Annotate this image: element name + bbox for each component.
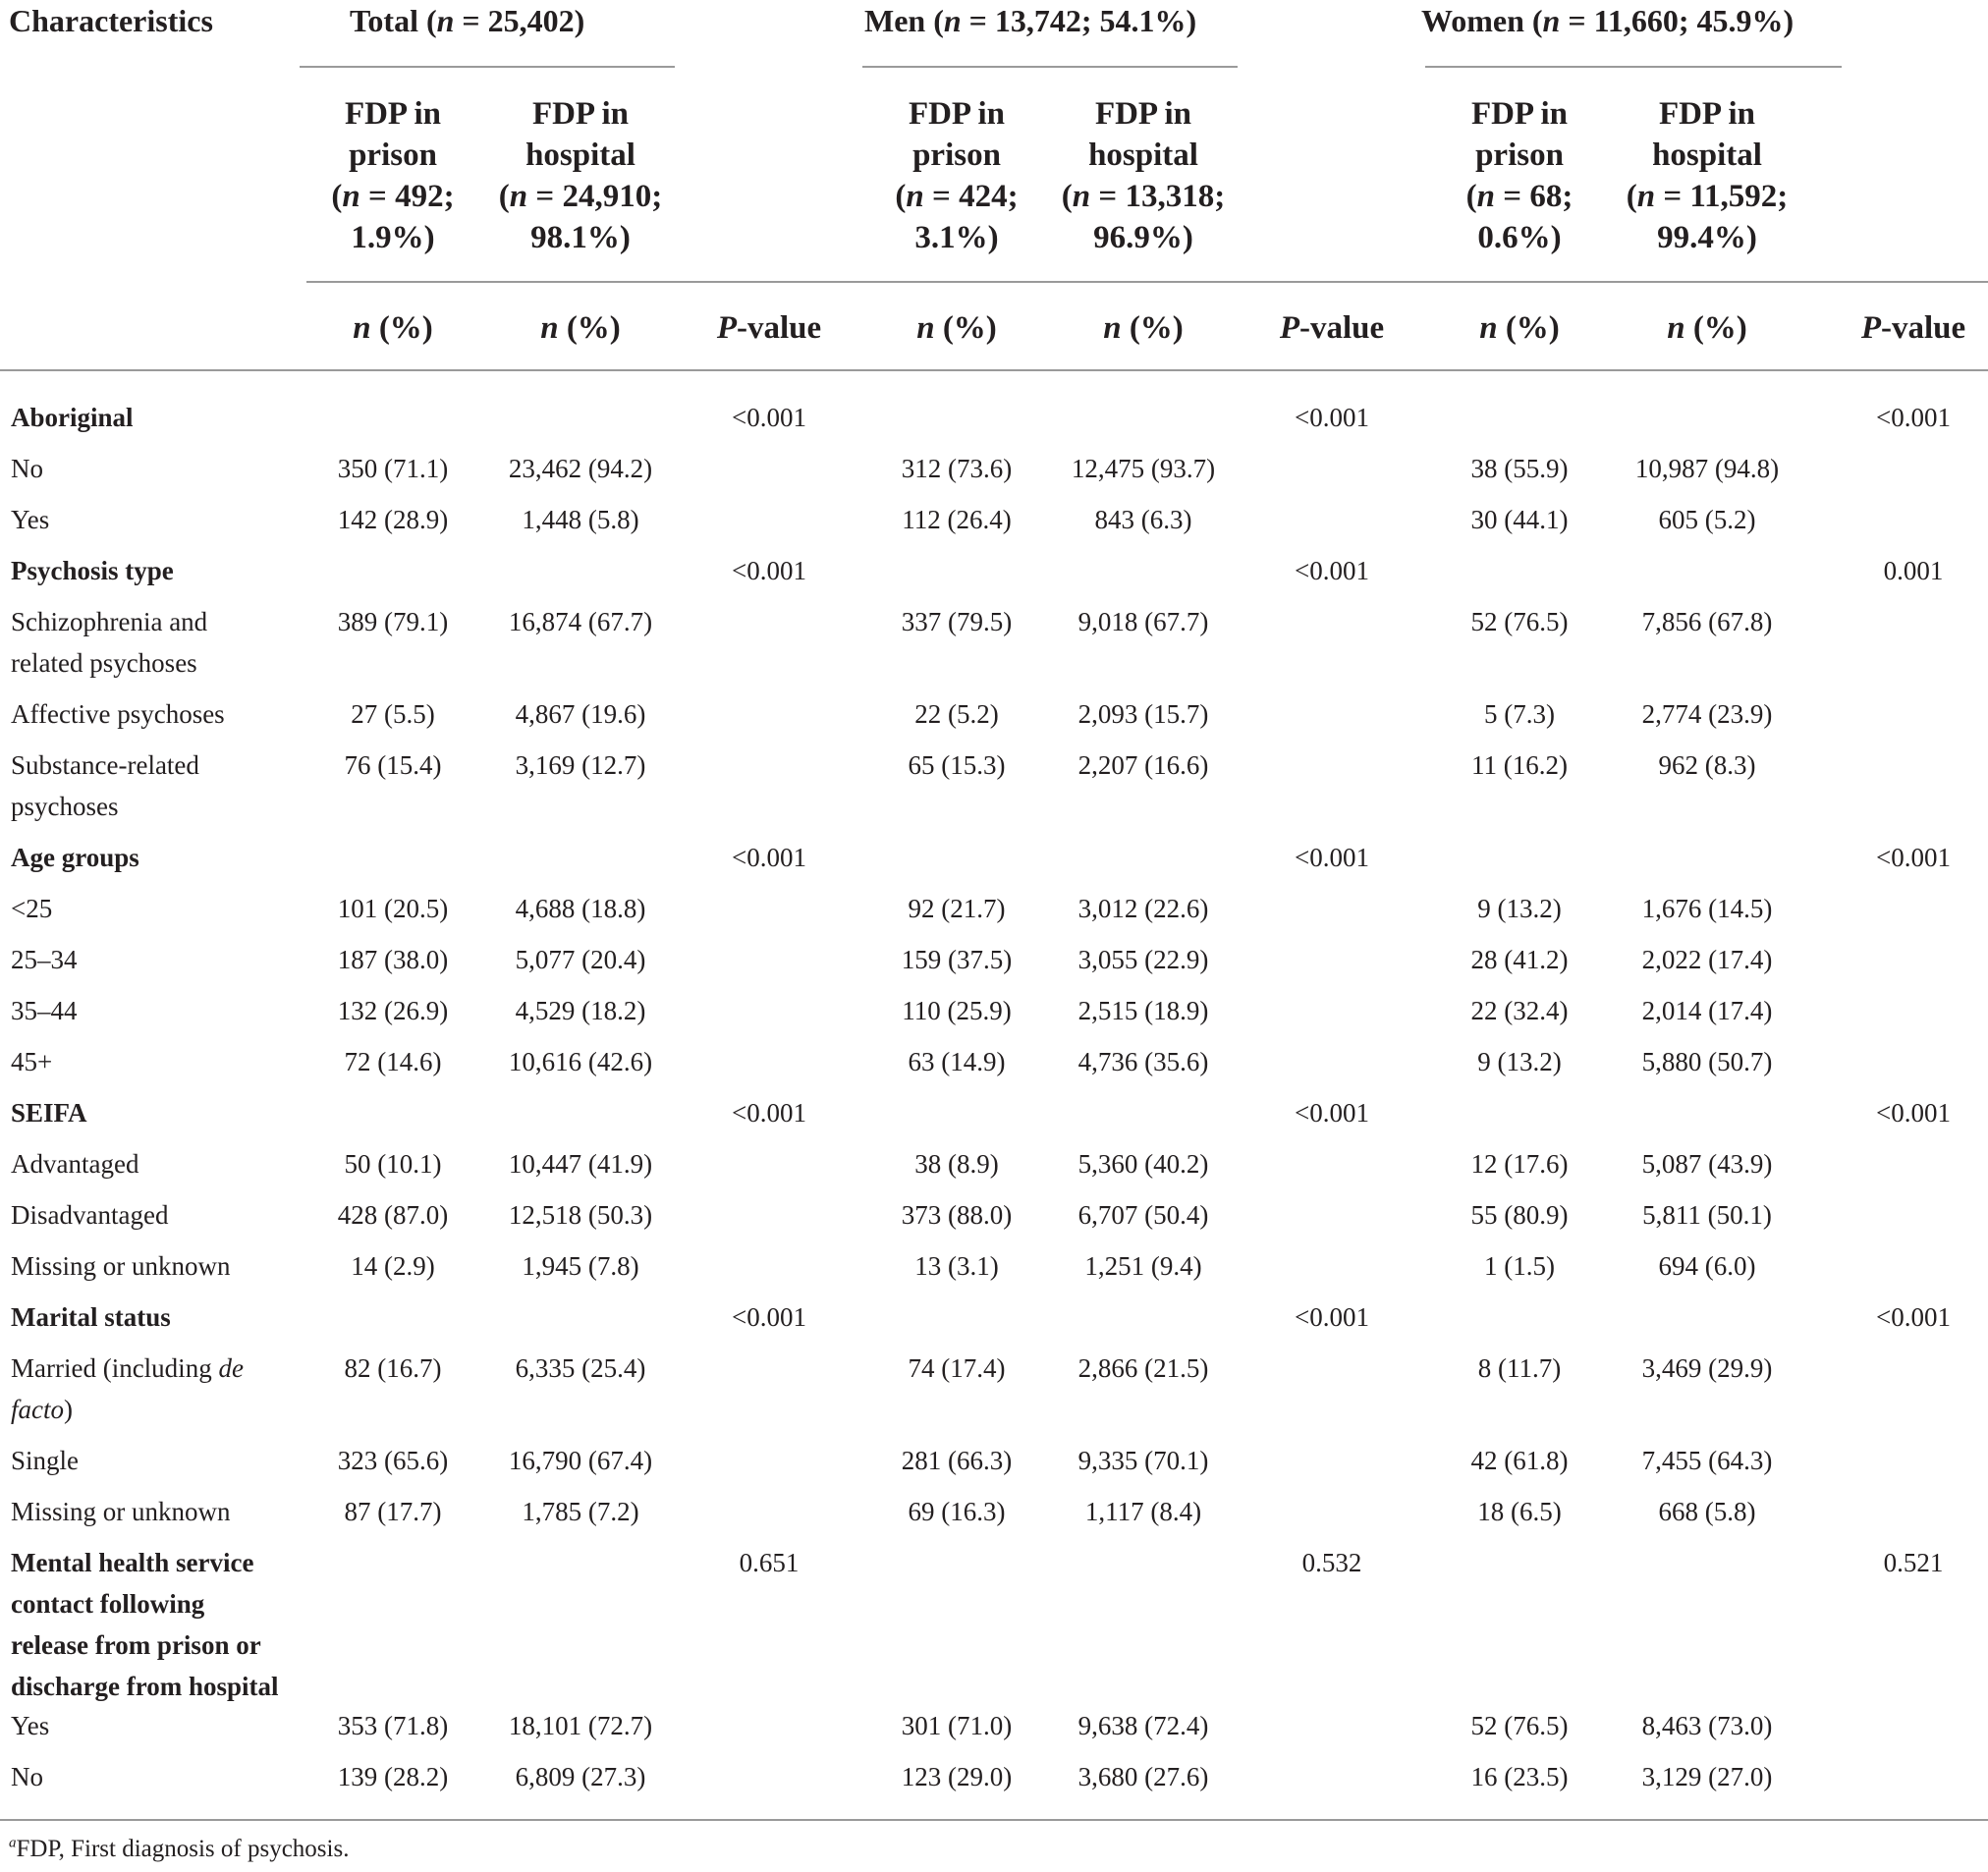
- text: 1.9%): [351, 220, 435, 255]
- p-value-cell: <0.001: [732, 1302, 806, 1332]
- table-cell: 8,463 (73.0): [1641, 1711, 1773, 1740]
- table-cell: 5,360 (40.2): [1077, 1149, 1209, 1179]
- row-label: [11, 448, 43, 489]
- table-cell: 5 (7.3): [1484, 699, 1555, 729]
- group-rule-men: [862, 66, 1238, 68]
- table-cell: 63 (14.9): [908, 1047, 1006, 1076]
- table-cell: 13 (3.1): [914, 1251, 999, 1281]
- p-value-cell: 0.651: [739, 1548, 800, 1577]
- text: n: [353, 310, 371, 346]
- text: ): [64, 1395, 73, 1424]
- unit-header-npct-0: [285, 307, 501, 349]
- subcol-header-4: FDP in prison (n = 68; 0.6%): [1465, 96, 1574, 255]
- table-cell: 74 (17.4): [908, 1353, 1006, 1383]
- table-cell: 1,945 (7.8): [522, 1251, 639, 1281]
- table-cell: 187 (38.0): [337, 945, 449, 974]
- p-value-cell: 0.532: [1301, 1548, 1362, 1577]
- p-value-cell: <0.001: [732, 843, 806, 872]
- text: FDP in: [1094, 96, 1192, 132]
- text: discharge from hospital: [11, 1672, 279, 1701]
- table-cell: 2,093 (15.7): [1077, 699, 1209, 729]
- table-cell: 323 (65.6): [337, 1446, 449, 1475]
- p-value-cell: <0.001: [1295, 556, 1369, 585]
- text: No: [11, 454, 43, 483]
- text: = 13,318;: [1098, 179, 1226, 214]
- table-cell: 428 (87.0): [337, 1200, 449, 1230]
- table-cell: 2,515 (18.9): [1077, 996, 1209, 1025]
- text: n: [342, 179, 360, 214]
- table-cell: 52 (76.5): [1470, 607, 1569, 636]
- table-cell: 11 (16.2): [1471, 750, 1568, 780]
- text: contact following: [11, 1589, 205, 1619]
- p-value-cell: <0.001: [1295, 403, 1369, 432]
- table-cell: 4,867 (19.6): [515, 699, 646, 729]
- table-cell: 4,688 (18.8): [515, 894, 646, 923]
- section-heading: [11, 550, 174, 591]
- table-cell: 6,809 (27.3): [515, 1762, 646, 1791]
- table-cell: 82 (16.7): [344, 1353, 442, 1383]
- table-cell: 5,880 (50.7): [1641, 1047, 1773, 1076]
- p-value-cell: <0.001: [732, 403, 806, 432]
- text: n: [1479, 310, 1498, 346]
- text: FDP in: [531, 96, 630, 132]
- row-label: [11, 499, 49, 540]
- subheader-rule: [306, 281, 1988, 283]
- text: Aboriginal: [11, 403, 134, 432]
- text: <25: [11, 894, 53, 923]
- table-cell: 12,518 (50.3): [508, 1200, 653, 1230]
- table-cell: 3,169 (12.7): [515, 750, 646, 780]
- table-cell: 16,874 (67.7): [508, 607, 653, 636]
- table-cell: 1,117 (8.4): [1084, 1497, 1202, 1526]
- text: Yes: [11, 1711, 50, 1740]
- table-cell: 2,014 (17.4): [1641, 996, 1773, 1025]
- table-cell: 87 (17.7): [344, 1497, 442, 1526]
- table-cell: 962 (8.3): [1658, 750, 1756, 780]
- table-cell: 72 (14.6): [344, 1047, 442, 1076]
- text: n: [1476, 179, 1496, 214]
- text: -value: [737, 310, 822, 346]
- table-cell: 132 (26.9): [337, 996, 449, 1025]
- table-cell: 10,616 (42.6): [508, 1047, 653, 1076]
- table-cell: 9,335 (70.1): [1077, 1446, 1209, 1475]
- text: prison: [349, 138, 437, 173]
- text: (%): [1505, 310, 1560, 346]
- row-label: [11, 939, 78, 980]
- unit-header-npct-4: [1411, 307, 1628, 349]
- p-value-cell: <0.001: [1876, 1302, 1951, 1332]
- text: (%): [1129, 310, 1184, 346]
- table-cell: 694 (6.0): [1658, 1251, 1756, 1281]
- table-cell: 92 (21.7): [908, 894, 1006, 923]
- group-rule-total: [300, 66, 675, 68]
- table-cell: 281 (66.3): [901, 1446, 1013, 1475]
- table-cell: 3,680 (27.6): [1077, 1762, 1209, 1791]
- table-cell: 5,087 (43.9): [1641, 1149, 1773, 1179]
- subcol-header-3: FDP in hospital (n = 13,318; 96.9%): [1061, 96, 1226, 255]
- subcol-header-1: FDP in hospital (n = 24,910; 98.1%): [498, 96, 663, 255]
- table-cell: 3,012 (22.6): [1077, 894, 1209, 923]
- table-cell: 312 (73.6): [901, 454, 1013, 483]
- text: 96.9%): [1093, 220, 1193, 255]
- text: = 11,592;: [1663, 179, 1789, 214]
- table-cell: 101 (20.5): [337, 894, 449, 923]
- p-value-cell: <0.001: [1876, 843, 1951, 872]
- text: n: [906, 179, 924, 214]
- table-cell: 76 (15.4): [344, 750, 442, 780]
- text: Marital status: [11, 1302, 171, 1332]
- text: Affective psychoses: [11, 699, 225, 729]
- table-cell: 139 (28.2): [337, 1762, 449, 1791]
- table-cell: 337 (79.5): [901, 607, 1013, 636]
- row-label: [11, 1245, 231, 1287]
- text: prison: [1475, 138, 1564, 173]
- text: Yes: [11, 505, 50, 534]
- unit-header-npct-5: [1599, 307, 1815, 349]
- text: 98.1%): [530, 220, 631, 255]
- text: (%): [942, 310, 997, 346]
- row-label: [11, 744, 199, 827]
- table-cell: 10,447 (41.9): [508, 1149, 653, 1179]
- text: (%): [1692, 310, 1747, 346]
- p-value-cell: <0.001: [1295, 843, 1369, 872]
- text: facto: [11, 1395, 64, 1424]
- text: Single: [11, 1446, 80, 1475]
- text: Disadvantaged: [11, 1200, 169, 1230]
- p-value-cell: <0.001: [1876, 1098, 1951, 1128]
- text: n: [540, 310, 559, 346]
- table-cell: 28 (41.2): [1470, 945, 1569, 974]
- table-cell: 350 (71.1): [337, 454, 449, 483]
- table-cell: 142 (28.9): [337, 505, 449, 534]
- table-cell: 4,736 (35.6): [1077, 1047, 1209, 1076]
- text: FDP in: [1470, 96, 1569, 132]
- table-bottom-rule: [0, 1819, 1988, 1821]
- row-label: [11, 1756, 43, 1797]
- text: Substance-related: [11, 750, 199, 780]
- table-cell: 69 (16.3): [908, 1497, 1006, 1526]
- table-cell: 38 (55.9): [1470, 454, 1569, 483]
- subcol-header-0: FDP in prison (n = 492; 1.9%): [331, 96, 455, 255]
- p-value-cell: <0.001: [732, 1098, 806, 1128]
- subcol-header-5: FDP in hospital (n = 11,592; 99.4%): [1626, 96, 1789, 255]
- text: release from prison or: [11, 1630, 261, 1660]
- table-cell: 10,987 (94.8): [1634, 454, 1780, 483]
- text: n: [1103, 310, 1122, 346]
- table-cell: 6,707 (50.4): [1077, 1200, 1209, 1230]
- row-label: [11, 1194, 168, 1236]
- text: -value: [1881, 310, 1966, 346]
- text: = 24,910;: [535, 179, 663, 214]
- section-heading: [11, 1542, 279, 1707]
- table-cell: 9,638 (72.4): [1077, 1711, 1209, 1740]
- header-group-total: Total (n = 25,402): [350, 3, 585, 38]
- text: = 424;: [932, 179, 1019, 214]
- table-cell: 23,462 (94.2): [508, 454, 653, 483]
- text: No: [11, 1762, 43, 1791]
- p-value-cell: <0.001: [732, 556, 806, 585]
- table-cell: 50 (10.1): [344, 1149, 442, 1179]
- text: FDP in: [344, 96, 442, 132]
- unit-header-pvalue-1: [1224, 307, 1440, 349]
- text: = 492;: [368, 179, 455, 214]
- table-cell: 9 (13.2): [1477, 894, 1562, 923]
- text: Age groups: [11, 843, 139, 872]
- table-cell: 22 (32.4): [1470, 996, 1569, 1025]
- text: n: [1072, 179, 1091, 214]
- text: de: [218, 1353, 244, 1383]
- text: (%): [566, 310, 621, 346]
- text: Mental health service: [11, 1548, 254, 1577]
- table-cell: 1 (1.5): [1484, 1251, 1555, 1281]
- table-cell: 27 (5.5): [351, 699, 435, 729]
- table-cell: 12 (17.6): [1470, 1149, 1569, 1179]
- row-label: [11, 601, 207, 684]
- row-label: [11, 1440, 79, 1481]
- header-bottom-rule: [0, 369, 1988, 371]
- table-cell: 1,448 (5.8): [522, 505, 639, 534]
- header-group-men: Men (n = 13,742; 54.1%): [864, 3, 1197, 38]
- text: related psychoses: [11, 648, 197, 678]
- table-cell: 2,207 (16.6): [1077, 750, 1209, 780]
- text: 3.1%): [914, 220, 999, 255]
- table-cell: 30 (44.1): [1470, 505, 1569, 534]
- table-cell: 3,055 (22.9): [1077, 945, 1209, 974]
- table-cell: 2,866 (21.5): [1077, 1353, 1209, 1383]
- table-cell: 38 (8.9): [914, 1149, 999, 1179]
- table-cell: 843 (6.3): [1094, 505, 1192, 534]
- table-cell: 2,774 (23.9): [1641, 699, 1773, 729]
- table-cell: 16,790 (67.4): [508, 1446, 653, 1475]
- text: 0.6%): [1477, 220, 1562, 255]
- p-value-cell: <0.001: [1295, 1302, 1369, 1332]
- row-label: [11, 693, 225, 735]
- table-cell: 18 (6.5): [1477, 1497, 1562, 1526]
- table-cell: 18,101 (72.7): [508, 1711, 653, 1740]
- text: Psychosis type: [11, 556, 174, 585]
- row-label: [11, 1705, 49, 1746]
- table-cell: 110 (25.9): [902, 996, 1012, 1025]
- text: Missing or unknown: [11, 1251, 231, 1281]
- text: (%): [378, 310, 433, 346]
- text: = 68;: [1503, 179, 1574, 214]
- text: FDP in: [908, 96, 1006, 132]
- row-label: [11, 888, 52, 929]
- table-cell: 373 (88.0): [901, 1200, 1013, 1230]
- table-cell: 12,475 (93.7): [1071, 454, 1216, 483]
- table-cell: 1,251 (9.4): [1084, 1251, 1202, 1281]
- table-cell: 1,785 (7.2): [522, 1497, 639, 1526]
- text: -value: [1299, 310, 1385, 346]
- p-value-cell: 0.521: [1883, 1548, 1944, 1577]
- table-cell: 2,022 (17.4): [1641, 945, 1773, 974]
- table-cell: 389 (79.1): [337, 607, 449, 636]
- text: prison: [912, 138, 1001, 173]
- p-value-cell: 0.001: [1883, 556, 1944, 585]
- text: n: [1667, 310, 1685, 346]
- table-cell: 52 (76.5): [1470, 1711, 1569, 1740]
- table-cell: 3,129 (27.0): [1641, 1762, 1773, 1791]
- text: P: [1279, 310, 1299, 346]
- row-label: [11, 1041, 52, 1082]
- table-cell: 9,018 (67.7): [1077, 607, 1209, 636]
- unit-header-npct-2: [849, 307, 1065, 349]
- table-cell: 6,335 (25.4): [515, 1353, 646, 1383]
- table-cell: 3,469 (29.9): [1641, 1353, 1773, 1383]
- table-cell: 8 (11.7): [1477, 1353, 1562, 1383]
- text: Missing or unknown: [11, 1497, 231, 1526]
- table-cell: 16 (23.5): [1470, 1762, 1569, 1791]
- text: n: [916, 310, 935, 346]
- p-value-cell: <0.001: [1295, 1098, 1369, 1128]
- row-label: [11, 1491, 231, 1532]
- unit-header-npct-1: [472, 307, 689, 349]
- table-cell: 42 (61.8): [1470, 1446, 1569, 1475]
- text: 99.4%): [1657, 220, 1757, 255]
- table-cell: 55 (80.9): [1470, 1200, 1569, 1230]
- text: hospital: [1652, 138, 1762, 173]
- row-label: [11, 1348, 244, 1430]
- header-group-women: Women (n = 11,660; 45.9%): [1421, 3, 1795, 38]
- section-heading: [11, 1092, 87, 1133]
- table-cell: 7,856 (67.8): [1641, 607, 1773, 636]
- text: Married (including: [11, 1353, 219, 1383]
- unit-header-pvalue-2: [1805, 307, 1988, 349]
- table-cell: 112 (26.4): [902, 505, 1012, 534]
- table-cell: 9 (13.2): [1477, 1047, 1562, 1076]
- table-cell: 123 (29.0): [901, 1762, 1013, 1791]
- table-cell: 668 (5.8): [1658, 1497, 1756, 1526]
- text: n: [509, 179, 528, 214]
- text: SEIFA: [11, 1098, 87, 1128]
- row-label: [11, 1143, 138, 1184]
- text: P: [716, 310, 737, 346]
- table-cell: 5,811 (50.1): [1642, 1200, 1772, 1230]
- table-cell: 14 (2.9): [351, 1251, 435, 1281]
- table-cell: 301 (71.0): [901, 1711, 1013, 1740]
- table-cell: 4,529 (18.2): [515, 996, 646, 1025]
- header-characteristics: Characteristics: [9, 3, 213, 38]
- unit-header-pvalue-0: [661, 307, 877, 349]
- table-cell: 22 (5.2): [914, 699, 999, 729]
- table-cell: 353 (71.8): [337, 1711, 449, 1740]
- table-cell: 65 (15.3): [908, 750, 1006, 780]
- text: Schizophrenia and: [11, 607, 208, 636]
- footnote: $^a$FDP, First diagnosis of psychosis.: [9, 1835, 350, 1862]
- section-heading: [11, 1296, 171, 1338]
- row-label: [11, 990, 78, 1031]
- table-cell: 605 (5.2): [1658, 505, 1756, 534]
- text: 45+: [11, 1047, 53, 1076]
- text: hospital: [525, 138, 635, 173]
- text: P: [1860, 310, 1881, 346]
- text: psychoses: [11, 792, 119, 821]
- text: hospital: [1088, 138, 1198, 173]
- text: Advantaged: [11, 1149, 139, 1179]
- subcol-header-2: FDP in prison (n = 424; 3.1%): [895, 96, 1019, 255]
- text: 25–34: [11, 945, 78, 974]
- table-cell: 1,676 (14.5): [1641, 894, 1773, 923]
- table-cell: 159 (37.5): [901, 945, 1013, 974]
- unit-header-npct-3: [1035, 307, 1251, 349]
- text: FDP in: [1658, 96, 1756, 132]
- p-value-cell: <0.001: [1876, 403, 1951, 432]
- text: n: [1636, 179, 1656, 214]
- section-heading: [11, 397, 134, 438]
- text: 35–44: [11, 996, 78, 1025]
- group-rule-women: [1425, 66, 1842, 68]
- table-cell: 5,077 (20.4): [515, 945, 646, 974]
- section-heading: [11, 837, 139, 878]
- table-cell: 7,455 (64.3): [1641, 1446, 1773, 1475]
